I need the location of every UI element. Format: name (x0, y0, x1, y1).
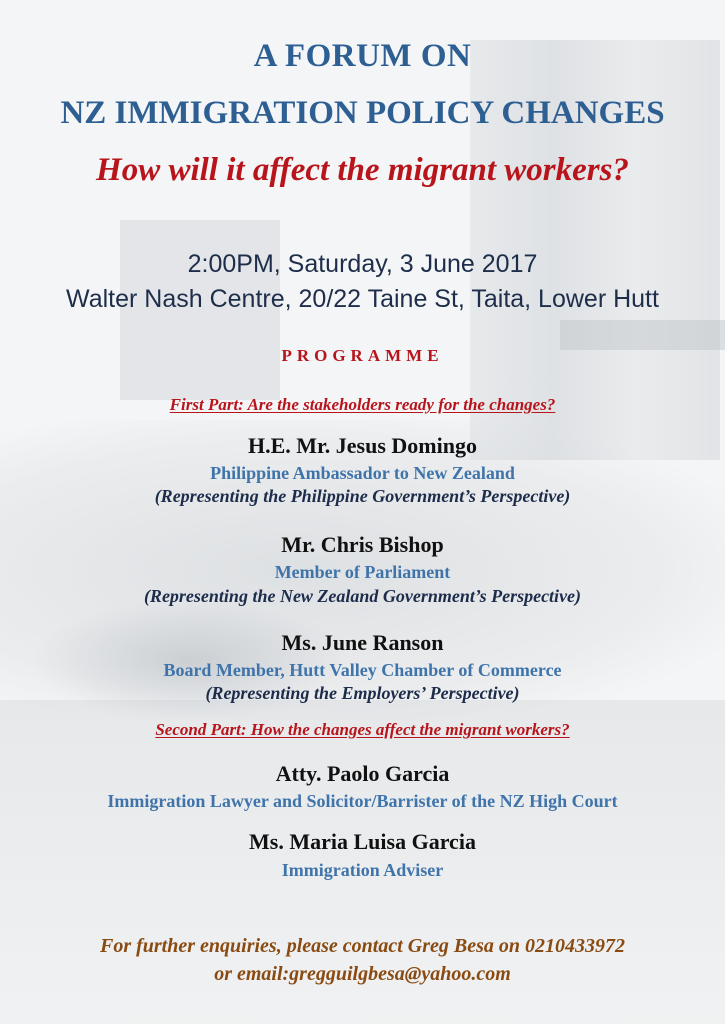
speaker-role: Philippine Ambassador to New Zealand (210, 463, 515, 483)
tagline: How will it affect the migrant workers? (96, 152, 629, 188)
part-one-heading: First Part: Are the stakeholders ready for the changes? (169, 395, 556, 414)
speaker-name: Ms. June Ranson (281, 630, 444, 655)
title-line-1: A FORUM ON (253, 38, 472, 74)
contact-email-line: or email:gregguilgbesa@yahoo.com (214, 963, 511, 985)
speaker-name: Mr. Chris Bishop (281, 532, 444, 557)
speaker-perspective: (Representing the New Zealand Government’s Perspective) (143, 586, 582, 606)
contact-phone-line: For further enquiries, please contact Greg Besa on 0210433972 (99, 935, 626, 957)
speaker-role: Immigration Adviser (281, 860, 444, 880)
part-two-heading: Second Part: How the changes affect the migrant workers? (155, 720, 570, 739)
speaker-perspective: (Representing the Philippine Government’s Perspective) (154, 486, 571, 506)
event-datetime: 2:00PM, Saturday, 3 June 2017 (187, 250, 538, 278)
event-venue: Walter Nash Centre, 20/22 Taine St, Taita, Lower Hutt (66, 285, 659, 313)
speaker-role: Board Member, Hutt Valley Chamber of Commerce (163, 660, 562, 680)
title-line-2: NZ IMMIGRATION POLICY CHANGES (60, 95, 665, 131)
speaker-role: Immigration Lawyer and Solicitor/Barrister of the NZ High Court (107, 791, 618, 811)
speaker-name: Ms. Maria Luisa Garcia (249, 829, 476, 854)
speaker-name: H.E. Mr. Jesus Domingo (248, 433, 477, 458)
speaker-role: Member of Parliament (274, 562, 451, 582)
programme-heading: PROGRAMME (281, 346, 444, 365)
speaker-name: Atty. Paolo Garcia (275, 761, 450, 786)
speaker-perspective: (Representing the Employers’ Perspective) (205, 683, 520, 703)
